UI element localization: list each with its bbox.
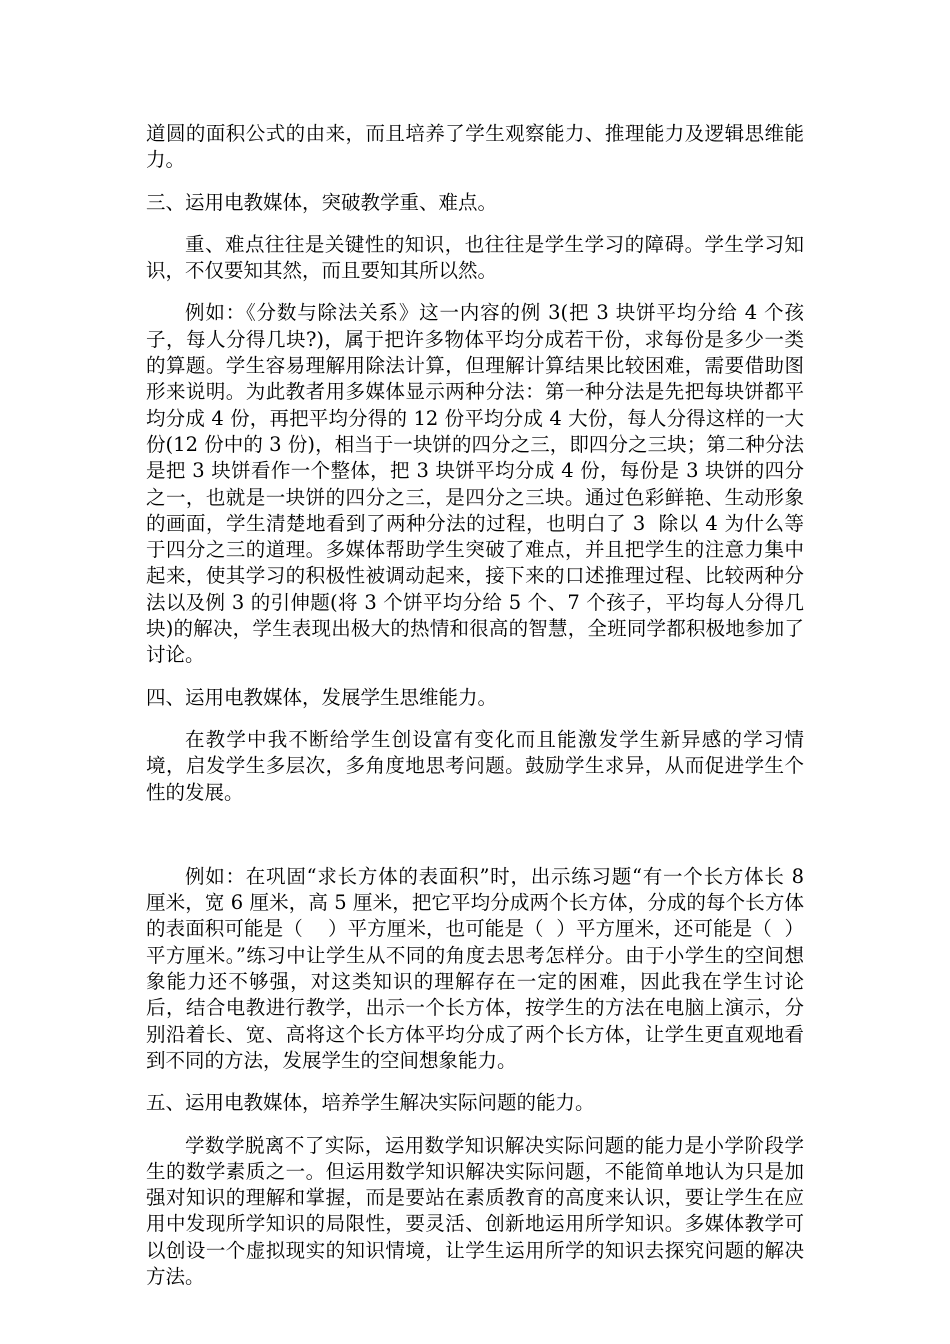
section-heading-4: 四、运用电教媒体，发展学生思维能力。 (146, 685, 498, 709)
section-heading-5: 五、运用电教媒体，培养学生解决实际问题的能力。 (146, 1091, 595, 1115)
paragraph-3-intro: 重、难点往往是关键性的知识，也往往是学生学习的障碍。学生学习知识，不仅要知其然，而且要知其所以然。 (146, 232, 804, 283)
paragraph-5-intro: 学数学脱离不了实际，运用数学知识解决实际问题的能力是小学阶段学生的数学素质之一。但运用数学知识解决实际问题，不能简单地认为只是加强对知识的理解和掌握，而是要站在素质教育的高度来认识，要让学生在应用中发现所学知识的局限性，要灵活、创新地运用所学知识。多媒体教学可以创设一个虚拟现实的知识情境，让学生运用所学的知识去探究问题的解决方法。 (146, 1133, 804, 1288)
paragraph-4-intro: 在教学中我不断给学生创设富有变化而且能激发学生新异感的学习情境，启发学生多层次，多角度地思考问题。鼓励学生求异，从而促进学生个性的发展。 (146, 727, 804, 804)
paragraph-3-example: 例如：《分数与除法关系》这一内容的例 3(把 3 块饼平均分给 4 个孩子，每人分得几块?)，属于把许多物体平均分成若干份，求每份是多少一类的算题。学生容易理解用除法计算，但理解计算结果比较困难，需要借助图形来说明。为此教者用多媒体显示两种分法：第一种分法是先把每块饼都平均分成 4 份，再把平均分得的 12 份平均分成 4 大份，每人分得这样的一大份(12 份中的 3 份)，相当于一块饼的四分之三，即四分之三块；第二种分法是把 3 块饼看作一个整体，把 3 块饼平均分成 4 份，每份是 3 块饼的四分之一，也就是一块饼的四分之三，是四分之三块。通过色彩鲜艳、生动形象的画面，学生清楚地看到了两种分法的过程，也明白了 3 除以 4 为什么等于四分之三的道理。多媒体帮助学生突破了难点，并且把学生的注意力集中起来，使其学习的积极性被调动起来，接下来的口述推理过程、比较两种分法以及例 3 的引伸题(将 3 个饼平均分给 5 个、7 个孩子，平均每人分得几块)的解决，学生表现出极大的热情和很高的智慧，全班同学都积极地参加了讨论。 (146, 301, 804, 667)
document-body (146, 121, 811, 1306)
section-heading-3: 三、运用电教媒体，突破教学重、难点。 (146, 190, 498, 214)
paragraph-4-example: 例如：在巩固“求长方体的表面积”时，出示练习题“有一个长方体长 8 厘米，宽 6 厘米，高 5 厘米，把它平均分成两个长方体，分成的每个长方体的表面积可能是（ ）平方厘米，也可能是（ ）平方厘米，还可能是（ ）平方厘米。”练习中让学生从不同的角度去思考怎样分。由于小学生的空间想象能力还不够强，对这类知识的理解存在一定的困难，因此我在学生讨论后，结合电教进行教学，出示一个长方体，按学生的方法在电脑上演示，分别沿着长、宽、高将这个长方体平均分成了两个长方体，让学生更直观地看到不同的方法，发展学生的空间想象能力。 (146, 864, 811, 1072)
paragraph-continuation: 道圆的面积公式的由来，而且培养了学生观察能力、推理能力及逻辑思维能力。 (146, 122, 804, 172)
